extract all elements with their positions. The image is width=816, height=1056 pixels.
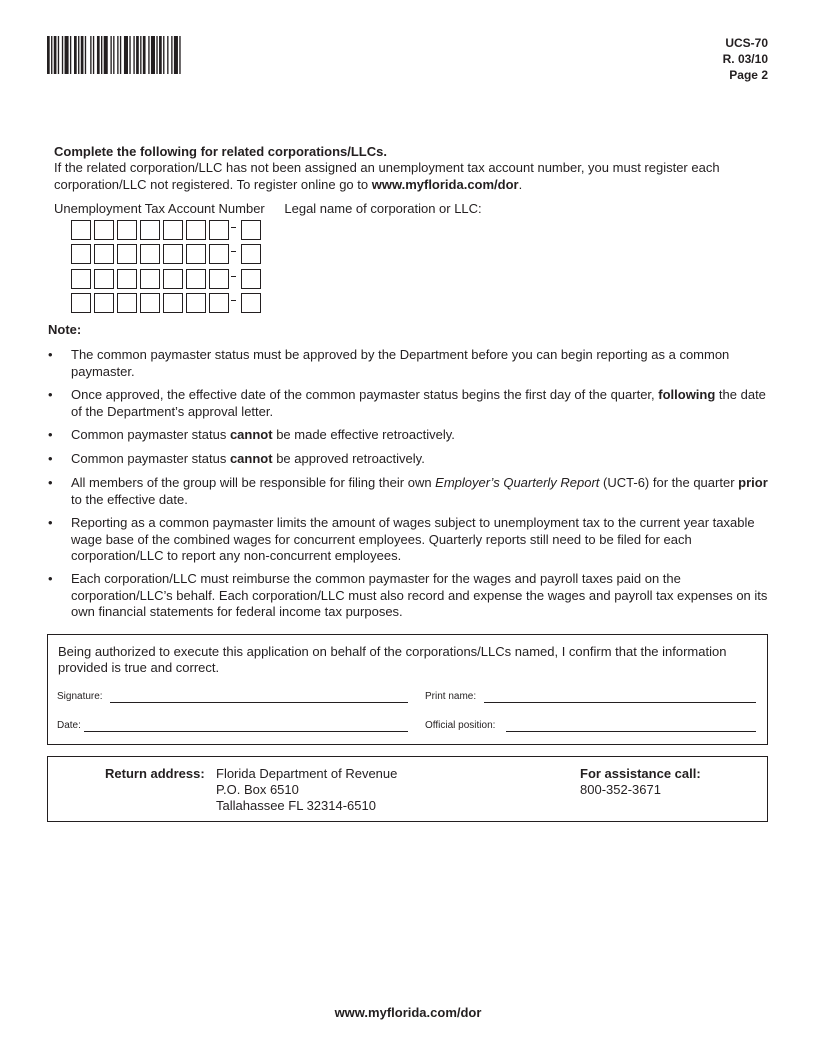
barcode-bar: [171, 36, 172, 74]
bullet-glyph: •: [48, 571, 53, 586]
account-digit-box[interactable]: [117, 293, 137, 313]
account-number-dash: [231, 276, 236, 277]
barcode-bar: [129, 36, 130, 74]
barcode-bar: [65, 36, 69, 74]
note-text: [71, 347, 769, 380]
note-fragment: to the effective date.: [71, 491, 188, 507]
bullet-glyph: •: [48, 387, 53, 402]
account-digit-box[interactable]: [186, 220, 206, 240]
return-address-label: Return address:: [105, 766, 205, 781]
assistance-label: For assistance call:: [580, 766, 701, 781]
date-field[interactable]: [84, 731, 408, 732]
certification-box: [47, 634, 768, 745]
barcode-bar: [54, 36, 57, 74]
print-name-field[interactable]: [484, 702, 756, 703]
account-digit-box[interactable]: [186, 269, 206, 289]
note-fragment: Common paymaster status: [71, 427, 230, 442]
account-digit-box[interactable]: [71, 269, 91, 289]
form-revision: R. 03/10: [722, 52, 768, 66]
intro-link[interactable]: www.myflorida.com/dor: [371, 176, 519, 192]
account-digit-box[interactable]: [140, 220, 160, 240]
barcode-bar: [93, 36, 94, 74]
barcode-bar: [113, 36, 114, 74]
note-emphasis: prior: [738, 475, 768, 490]
barcode-bar: [62, 36, 63, 74]
barcode-bar: [174, 36, 178, 74]
barcode-bar: [101, 36, 102, 74]
barcode-bar: [110, 36, 111, 74]
form-number: UCS-70: [725, 36, 768, 50]
note-fragment: Reporting as a common paymaster limits the amount of wages subject to unemployment tax to the current year taxable wage base of the combined wages for concurrent employees. Quarterly reports still need to be filed for each corporation/LLC to report any non-concurrent employees.: [71, 515, 755, 563]
note-label: Note:: [48, 322, 82, 337]
barcode-bar: [81, 36, 84, 74]
note-text: [71, 475, 769, 508]
return-address: [216, 766, 397, 814]
account-check-digit-box[interactable]: [241, 293, 261, 313]
account-digit-box[interactable]: [117, 244, 137, 264]
barcode-bar: [163, 36, 164, 74]
account-digit-box[interactable]: [209, 293, 229, 313]
note-fragment: (UCT-6) for the quarter: [599, 475, 739, 490]
note-fragment: the date of the Department’s approval letter.: [71, 387, 766, 419]
account-digit-box[interactable]: [94, 293, 114, 313]
signature-field[interactable]: [110, 702, 408, 703]
account-digit-box[interactable]: [209, 244, 229, 264]
account-digit-box[interactable]: [117, 269, 137, 289]
barcode-bar: [124, 36, 128, 74]
account-digit-box[interactable]: [94, 269, 114, 289]
note-emphasis: cannot: [229, 427, 273, 442]
note-fragment: be made effective retroactively.: [272, 427, 455, 442]
account-check-digit-box[interactable]: [241, 220, 261, 240]
barcode-bar: [90, 36, 91, 74]
account-digit-box[interactable]: [117, 220, 137, 240]
note-fragment: The common paymaster status must be approved by the Department before you can begin reporting as a common paymaster.: [71, 347, 730, 379]
barcode-bar: [74, 36, 77, 74]
note-fragment: Common paymaster status: [71, 451, 230, 466]
note-text: [71, 387, 769, 420]
barcode-bar: [151, 36, 155, 74]
bullet-glyph: •: [48, 451, 53, 466]
account-digit-box[interactable]: [186, 244, 206, 264]
account-number-dash: [231, 300, 236, 301]
barcode-bar: [104, 36, 108, 74]
print-name-label: Print name:: [425, 691, 477, 702]
account-digit-box[interactable]: [140, 244, 160, 264]
bullet-glyph: •: [48, 427, 53, 442]
certification-statement: Being authorized to execute this application on behalf of the corporations/LLCs named, I confirm that the information provided is true and correct.: [58, 644, 727, 675]
intro-end: .: [518, 176, 523, 192]
bullet-glyph: •: [48, 347, 53, 362]
footer-url[interactable]: www.myflorida.com/dor: [334, 1005, 482, 1020]
intro-text: If the related corporation/LLC has not been assigned an unemployment tax account number, you must register each corporation/LLC not registered. To register online go to: [54, 160, 720, 192]
date-label: Date:: [57, 720, 81, 731]
note-fragment: Each corporation/LLC must reimburse the common paymaster for the wages and payroll taxes paid on the corporation/LLC’s behalf. Each corporation/LLC must also record and expense the wages and payroll tax expenses on its own financial statements for federal income tax purposes.: [71, 571, 768, 619]
account-digit-box[interactable]: [140, 269, 160, 289]
barcode-bar: [85, 36, 86, 74]
account-digit-box[interactable]: [209, 269, 229, 289]
barcode: [47, 36, 253, 74]
account-digit-box[interactable]: [163, 269, 183, 289]
barcode-bar: [179, 36, 180, 74]
barcode-bar: [58, 36, 59, 74]
barcode-bar: [148, 36, 149, 74]
return-address-box: [47, 756, 768, 822]
return-address-line: Tallahassee FL 32314-6510: [216, 798, 376, 813]
barcode-bar: [120, 36, 121, 74]
account-digit-box[interactable]: [71, 220, 91, 240]
account-digit-box[interactable]: [140, 293, 160, 313]
note-text: [71, 427, 769, 444]
account-digit-box[interactable]: [209, 220, 229, 240]
note-emphasis: following: [658, 387, 716, 402]
related-section-title: Complete the following for related corporations/LLCs.: [54, 144, 387, 159]
account-check-digit-box[interactable]: [241, 244, 261, 264]
barcode-bar: [143, 36, 146, 74]
note-title-italic: Employer’s Quarterly Report: [435, 475, 600, 490]
return-address-line: P.O. Box 6510: [216, 782, 299, 797]
legal-name-heading: Legal name of corporation or LLC:: [284, 201, 482, 216]
barcode-bar: [70, 36, 71, 74]
account-number-heading: Unemployment Tax Account Number: [54, 201, 265, 216]
barcode-bar: [159, 36, 162, 74]
account-digit-box[interactable]: [71, 244, 91, 264]
barcode-bar: [117, 36, 118, 74]
barcode-bar: [97, 36, 100, 74]
official-position-label: Official position:: [425, 720, 496, 731]
note-fragment: All members of the group will be responsible for filing their own: [71, 475, 436, 490]
note-text: [71, 571, 769, 621]
account-digit-box[interactable]: [71, 293, 91, 313]
account-digit-box[interactable]: [94, 220, 114, 240]
return-address-line: Florida Department of Revenue: [216, 766, 398, 781]
barcode-bar: [167, 36, 168, 74]
account-digit-box[interactable]: [163, 244, 183, 264]
note-text: [71, 515, 769, 565]
note-text: [71, 451, 769, 468]
barcode-bar: [78, 36, 79, 74]
official-position-field[interactable]: [506, 731, 756, 732]
barcode-bar: [136, 36, 139, 74]
bullet-glyph: •: [48, 475, 53, 490]
column-headings: [54, 201, 482, 216]
account-digit-box[interactable]: [163, 220, 183, 240]
barcode-bar: [133, 36, 134, 74]
account-number-dash: [231, 227, 236, 228]
note-fragment: Once approved, the effective date of the common paymaster status begins the first day of the quarter,: [71, 387, 659, 402]
page-number: Page 2: [729, 68, 768, 82]
bullet-glyph: •: [48, 515, 53, 530]
account-check-digit-box[interactable]: [241, 269, 261, 289]
barcode-bar: [47, 36, 50, 74]
account-digit-box[interactable]: [94, 244, 114, 264]
barcode-bar: [156, 36, 157, 74]
barcode-bar: [140, 36, 141, 74]
barcode-bar: [51, 36, 52, 74]
assistance-phone: 800-352-3671: [580, 782, 661, 797]
account-digit-box[interactable]: [186, 293, 206, 313]
note-fragment: be approved retroactively.: [272, 451, 425, 466]
related-intro: [54, 160, 774, 193]
account-digit-box[interactable]: [163, 293, 183, 313]
account-number-dash: [231, 251, 236, 252]
signature-label: Signature:: [57, 691, 103, 702]
note-emphasis: cannot: [229, 451, 273, 466]
